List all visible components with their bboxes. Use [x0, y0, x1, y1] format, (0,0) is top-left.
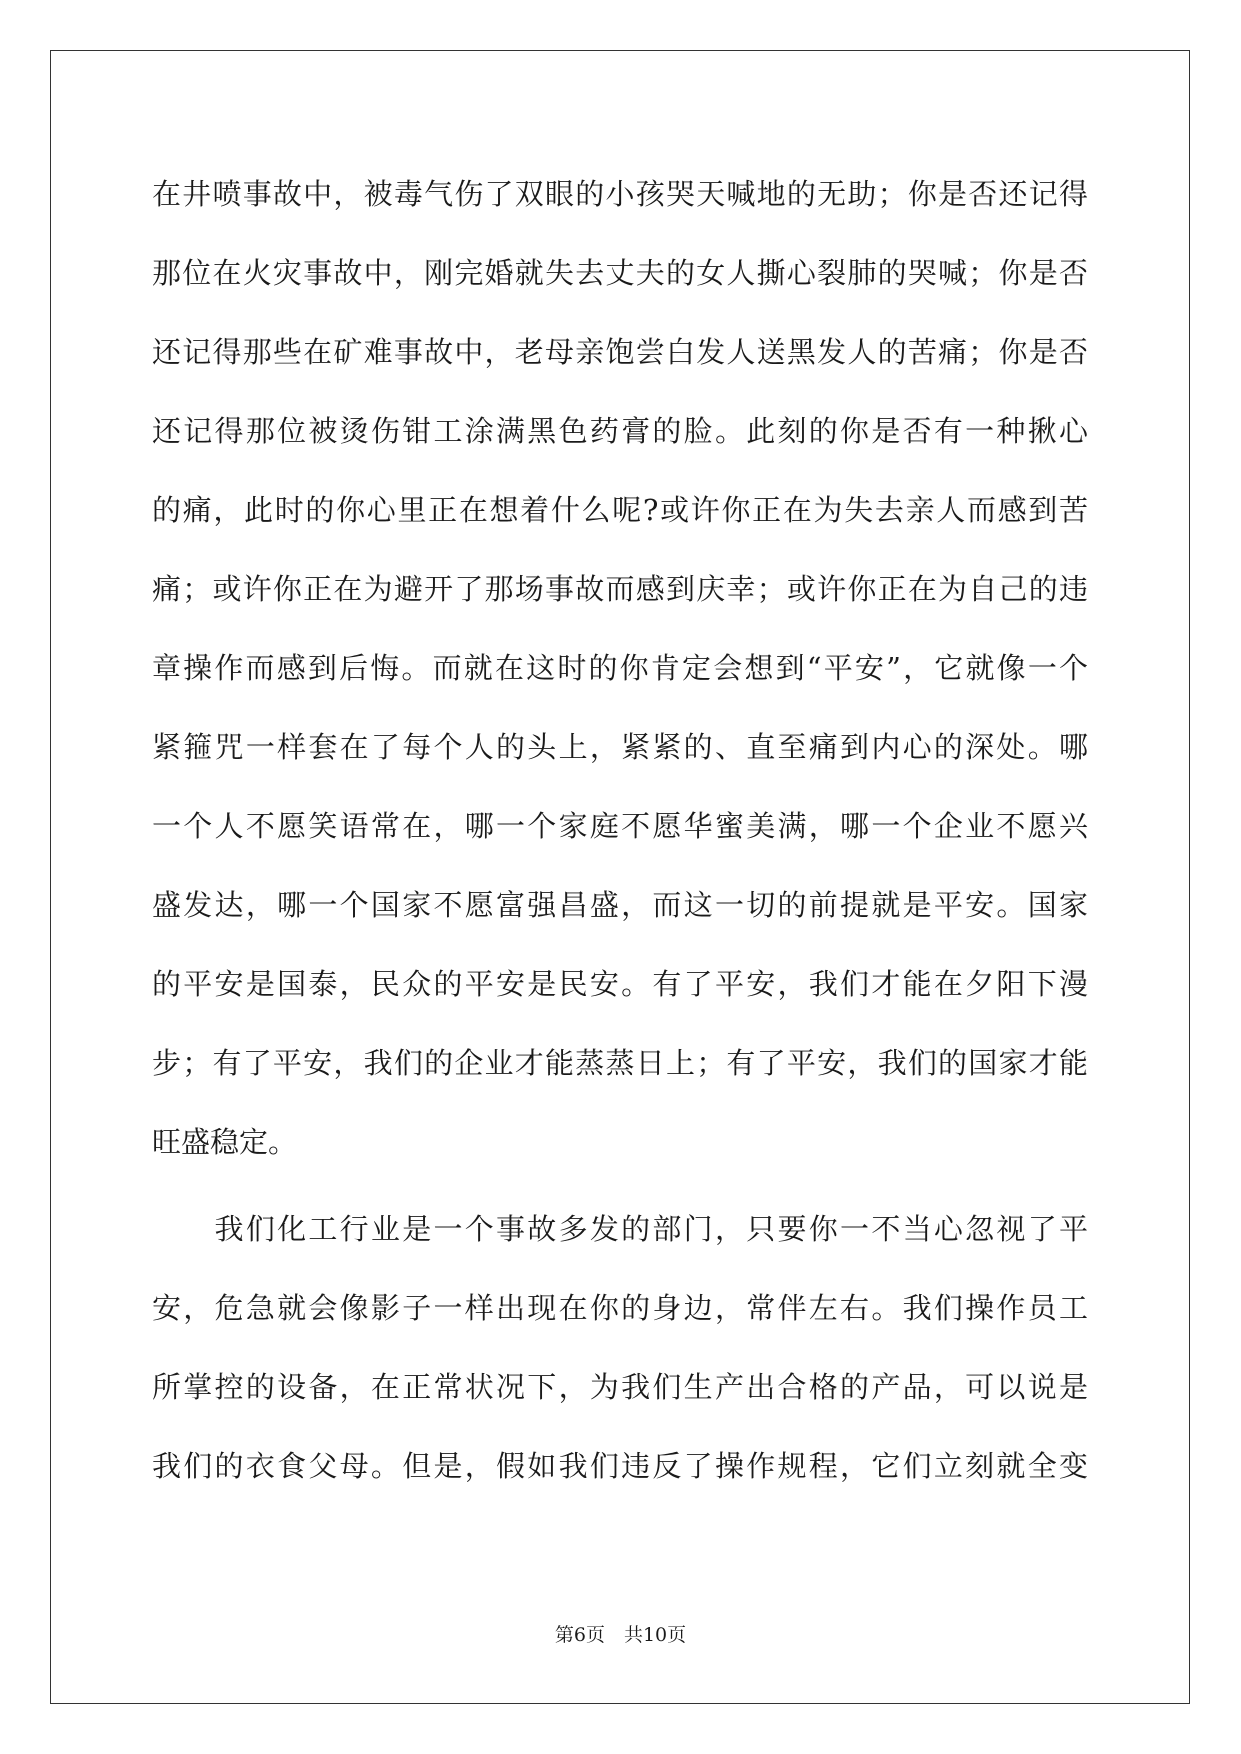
text-line: 盛发达，哪一个国家不愿富强昌盛，而这一切的前提就是平安。国家 [152, 888, 1088, 922]
document-body [152, 155, 1088, 1506]
text-line: 紧箍咒一样套在了每个人的头上，紧紧的、直至痛到内心的深处。哪 [152, 730, 1088, 764]
text-line: 旺盛稳定。 [152, 1125, 298, 1159]
text-line: 痛；或许你正在为避开了那场事故而感到庆幸；或许你正在为自己的违 [152, 572, 1088, 606]
text-line: 所掌控的设备，在正常状况下，为我们生产出合格的产品，可以说是 [152, 1370, 1088, 1404]
text-line: 的痛，此时的你心里正在想着什么呢?或许你正在为失去亲人而感到苦 [152, 493, 1088, 527]
text-line: 在井喷事故中，被毒气伤了双眼的小孩哭天喊地的无助；你是否还记得 [152, 177, 1088, 211]
text-line: 的平安是国泰，民众的平安是民安。有了平安，我们才能在夕阳下漫 [152, 967, 1088, 1001]
text-line: 那位在火灾事故中，刚完婚就失去丈夫的女人撕心裂肺的哭喊；你是否 [152, 256, 1088, 290]
text-line: 还记得那些在矿难事故中，老母亲饱尝白发人送黑发人的苦痛；你是否 [152, 335, 1088, 369]
text-line: 章操作而感到后悔。而就在这时的你肯定会想到“平安”，它就像一个 [152, 651, 1088, 685]
text-line: 我们的衣食父母。但是，假如我们违反了操作规程，它们立刻就全变 [152, 1449, 1088, 1483]
text-line: 还记得那位被烫伤钳工涂满黑色药膏的脸。此刻的你是否有一种揪心 [152, 414, 1088, 448]
page-footer: 第6页 共10页 [554, 1624, 687, 1646]
text-line: 一个人不愿笑语常在，哪一个家庭不愿华蜜美满，哪一个企业不愿兴 [152, 809, 1088, 843]
text-line: 安，危急就会像影子一样出现在你的身边，常伴左右。我们操作员工 [152, 1291, 1088, 1325]
text-line: 我们化工行业是一个事故多发的部门，只要你一不当心忽视了平 [152, 1212, 1088, 1246]
text-line: 步；有了平安，我们的企业才能蒸蒸日上；有了平安，我们的国家才能 [152, 1046, 1088, 1080]
